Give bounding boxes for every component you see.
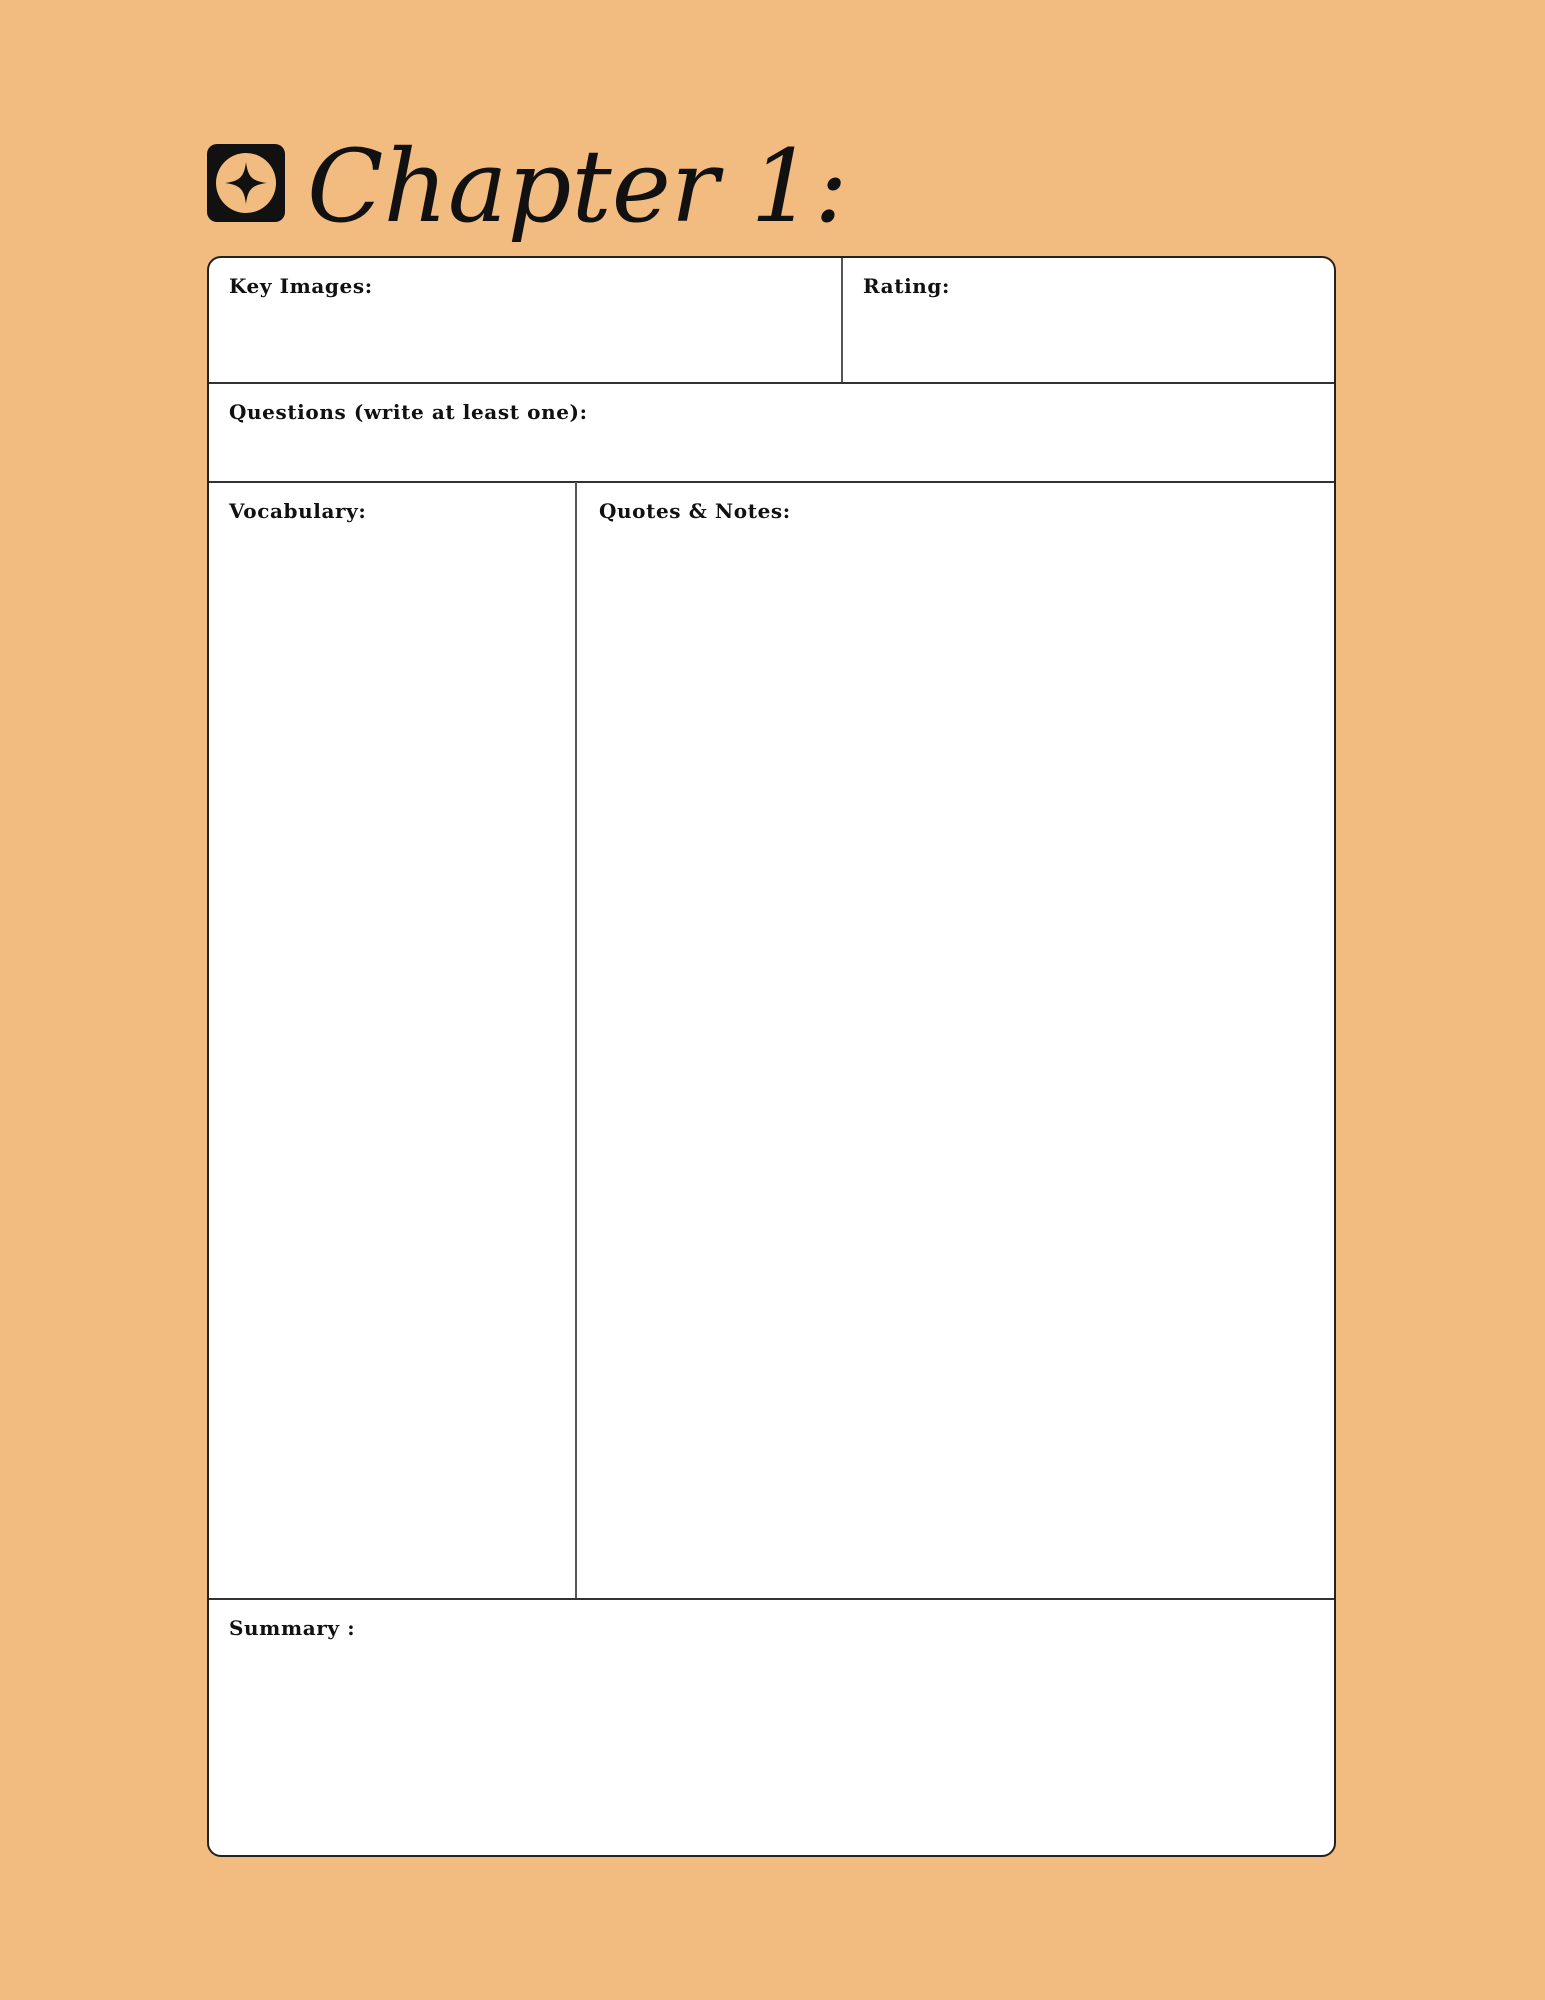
sparkle-icon [207, 144, 285, 222]
vocabulary-label: Vocabulary: [229, 499, 367, 523]
page-header [207, 128, 848, 245]
questions-label: Questions (write at least one): [229, 400, 588, 424]
questions-cell[interactable] [209, 384, 1334, 481]
page-title: Chapter 1: [307, 128, 848, 245]
vocabulary-cell[interactable] [209, 483, 575, 1598]
quotes-notes-cell[interactable] [577, 483, 1336, 1598]
worksheet-card [207, 256, 1336, 1857]
key-images-label: Key Images: [229, 274, 373, 298]
summary-label: Summary : [229, 1616, 356, 1640]
rating-cell[interactable] [841, 258, 1336, 382]
key-images-cell[interactable] [209, 258, 841, 382]
sparkle-star-shape [223, 160, 269, 206]
rating-label: Rating: [863, 274, 950, 298]
divider-vertical-top [841, 258, 843, 382]
quotes-notes-label: Quotes & Notes: [599, 499, 791, 523]
summary-cell[interactable] [209, 1600, 1334, 1855]
